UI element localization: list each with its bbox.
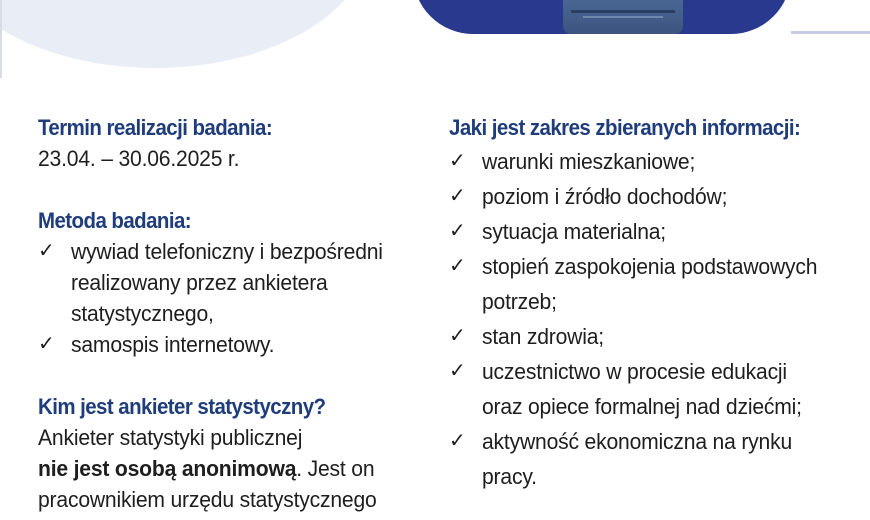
- header-photo: [413, 0, 791, 34]
- scope-item-line: aktywność ekonomiczna na rynku: [482, 429, 793, 454]
- interviewer-line-2-rest: . Jest on: [296, 456, 375, 481]
- interviewer-line-2: [38, 453, 417, 484]
- left-column: [38, 112, 433, 515]
- method-item: [38, 329, 433, 360]
- scope-item-line: warunki mieszkaniowe;: [482, 149, 696, 174]
- method-heading: Metoda badania:: [38, 208, 192, 233]
- decorative-edge-line: [0, 0, 2, 78]
- scope-item-line: stopień zaspokojenia podstawowych: [482, 254, 818, 279]
- check-icon: ✓: [449, 430, 466, 452]
- method-item-line: wywiad telefoniczny i bezpośredni: [71, 239, 383, 264]
- interviewer-heading: Kim jest ankieter statystyczny?: [38, 394, 326, 419]
- check-icon: ✓: [449, 325, 466, 347]
- decorative-accent-line: [791, 31, 870, 34]
- scope-item-line: poziom i źródło dochodów;: [482, 184, 728, 209]
- interviewer-line-3: pracownikiem urzędu statystycznego: [38, 487, 377, 512]
- method-list: [38, 236, 433, 360]
- scope-item: [449, 179, 864, 214]
- scope-item: [449, 354, 864, 424]
- right-column: [449, 112, 864, 494]
- scope-item-line: oraz opiece formalnej nad dziećmi;: [482, 394, 802, 419]
- check-icon: ✓: [449, 360, 466, 382]
- scope-item-line: pracy.: [482, 464, 537, 489]
- schedule-heading: Termin realizacji badania:: [38, 115, 273, 140]
- scope-item-line: stan zdrowia;: [482, 324, 604, 349]
- photo-person-jeans: [563, 0, 683, 34]
- scope-item-line: sytuacja materialna;: [482, 219, 666, 244]
- scope-heading: Jaki jest zakres zbieranych informacji:: [449, 115, 801, 140]
- interviewer-line-1: Ankieter statystyki publicznej: [38, 425, 303, 450]
- scope-item: [449, 249, 864, 319]
- method-item-line: statystycznego,: [71, 301, 214, 326]
- method-item: [38, 236, 433, 329]
- check-icon: ✓: [449, 150, 466, 172]
- scope-item: [449, 319, 864, 354]
- decorative-bubble: [0, 0, 370, 68]
- scope-item-line: potrzeb;: [482, 289, 557, 314]
- check-icon: ✓: [449, 220, 466, 242]
- scope-item: [449, 144, 864, 179]
- check-icon: ✓: [449, 255, 466, 277]
- method-item-line: realizowany przez ankietera: [71, 270, 328, 295]
- scope-item: [449, 424, 864, 494]
- check-icon: ✓: [449, 185, 466, 207]
- scope-item: [449, 214, 864, 249]
- method-item-line: samospis internetowy.: [71, 332, 275, 357]
- check-icon: ✓: [38, 240, 55, 262]
- scope-item-line: uczestnictwo w procesie edukacji: [482, 359, 787, 384]
- scope-list: [449, 144, 864, 494]
- check-icon: ✓: [38, 333, 55, 355]
- interviewer-emphasis: nie jest osobą anonimową: [38, 456, 297, 481]
- schedule-value: 23.04. – 30.06.2025 r.: [38, 146, 240, 171]
